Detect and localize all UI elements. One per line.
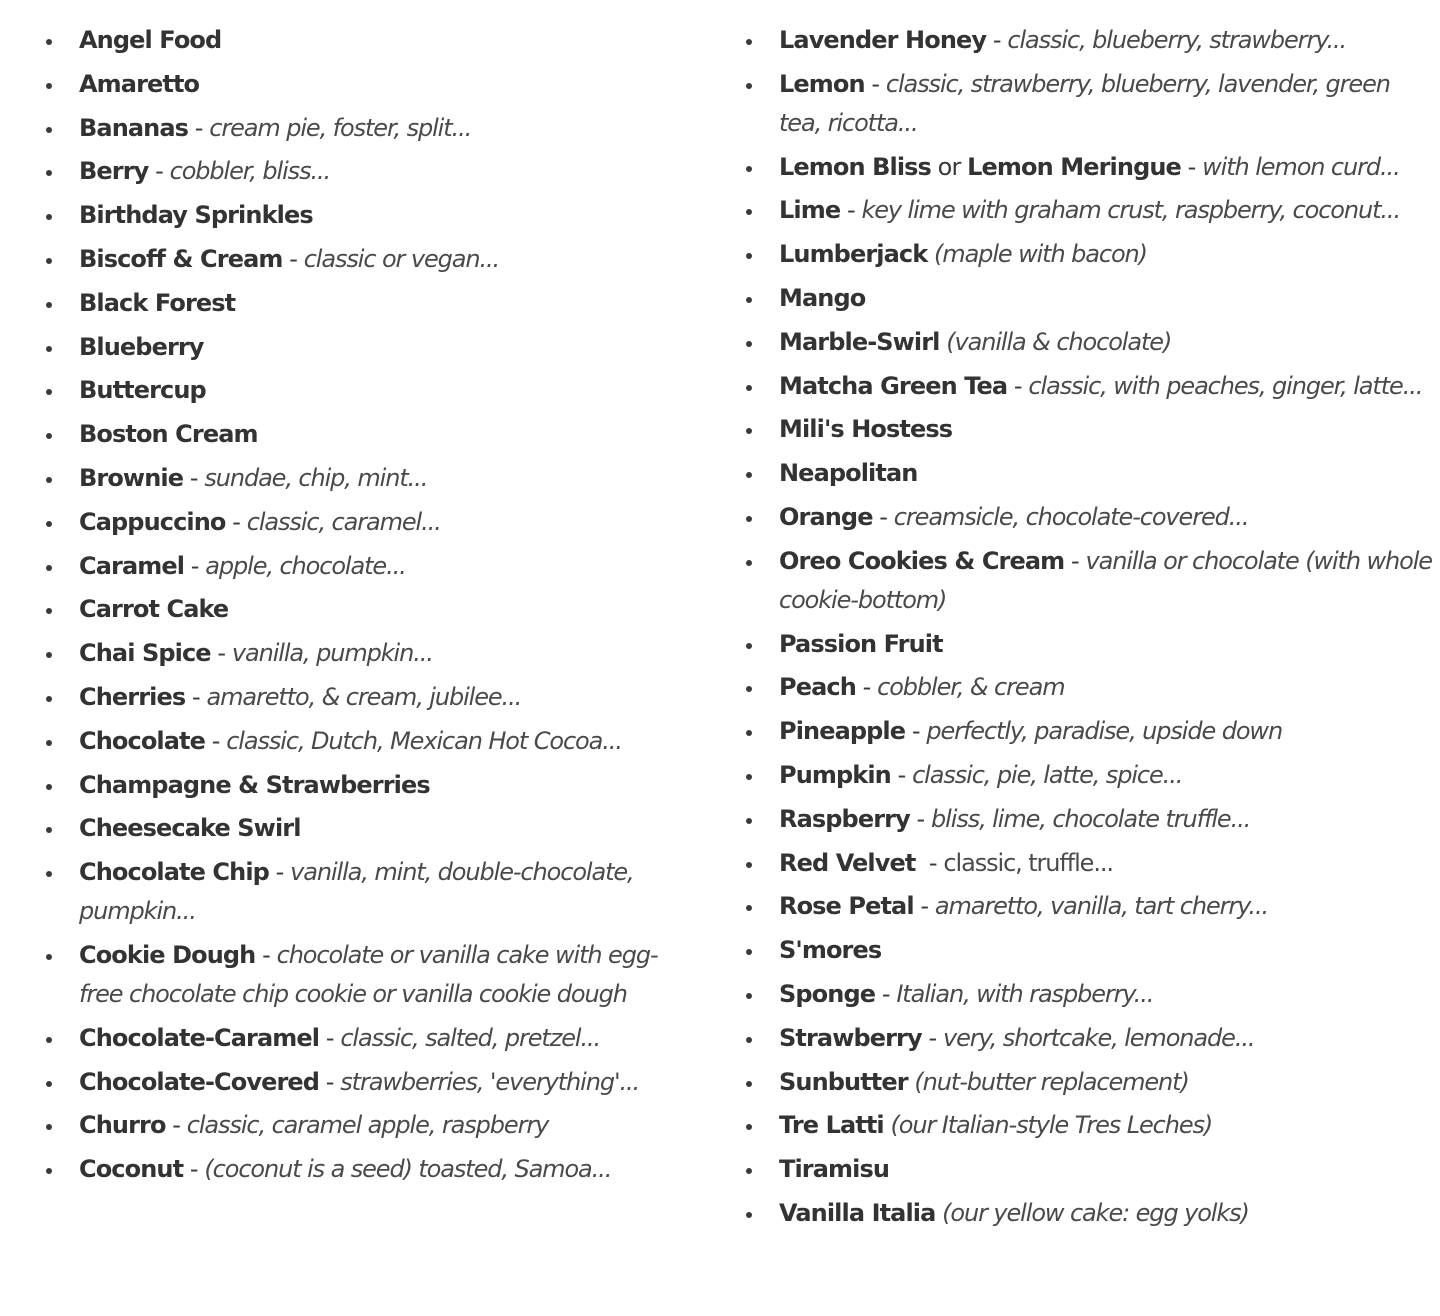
flavor-separator: -: [148, 157, 170, 186]
flavor-item-tiramisu: [744, 1150, 1438, 1189]
bullet-icon: [746, 297, 752, 303]
flavor-item-matcha-green-tea: [744, 367, 1438, 406]
flavor-name: Passion Fruit: [779, 629, 943, 658]
flavor-separator: -: [268, 858, 291, 887]
flavor-item-sponge: [744, 975, 1438, 1014]
flavor-separator: -: [282, 244, 304, 273]
flavor-item-pineapple: [744, 712, 1438, 751]
flavor-item-lemon-bliss: [744, 148, 1438, 187]
flavor-item-cherries: [44, 678, 684, 717]
bullet-icon: [46, 1037, 52, 1043]
flavor-name: Raspberry: [779, 804, 910, 833]
flavor-separator: -: [1064, 546, 1086, 575]
flavor-description: vanilla or chocolate (with whole cookie-bottom): [779, 546, 1432, 614]
bullet-icon: [746, 253, 752, 259]
flavor-name: Mili's Hostess: [779, 415, 953, 444]
flavor-item-sunbutter: [744, 1063, 1438, 1102]
flavor-name: Red Velvet: [779, 848, 916, 877]
flavor-separator: -: [872, 502, 894, 531]
bullet-icon: [46, 608, 52, 614]
flavor-name: Chocolate: [79, 726, 205, 755]
flavor-separator: -: [890, 760, 913, 789]
flavor-description: (coconut is a seed) toasted, Samoa...: [204, 1155, 612, 1184]
bullet-icon: [746, 1037, 752, 1043]
flavor-item-angel-food: [44, 21, 684, 60]
flavor-description: amaretto, & cream, jubilee...: [206, 682, 522, 711]
bullet-icon: [46, 127, 52, 133]
bullet-icon: [46, 696, 52, 702]
flavor-description: (maple with bacon): [934, 240, 1147, 269]
bullet-icon: [46, 83, 52, 89]
flavor-name-alt: Lemon Meringue: [967, 152, 1181, 181]
flavor-description: Italian, with raspberry...: [896, 979, 1154, 1008]
bullet-icon: [46, 827, 52, 833]
flavor-name: Pumpkin: [779, 760, 891, 789]
flavor-name: Buttercup: [79, 376, 206, 405]
bullet-icon: [46, 170, 52, 176]
flavor-item-berry: [44, 152, 684, 191]
flavor-description: sundae, chip, mint...: [204, 463, 428, 492]
flavor-item-neapolitan: [744, 454, 1438, 493]
flavor-separator: -: [875, 979, 897, 1008]
flavor-name: Sunbutter: [779, 1067, 908, 1096]
flavor-name: Cherries: [79, 682, 186, 711]
flavor-item-biscoff-cream: [44, 240, 684, 279]
flavor-separator: -: [210, 639, 232, 668]
flavor-item-passion-fruit: [744, 625, 1438, 664]
flavor-item-carrot-cake: [44, 590, 684, 629]
flavor-description: apple, chocolate...: [205, 551, 406, 580]
bullet-icon: [746, 1212, 752, 1218]
flavor-name: Cookie Dough: [79, 940, 256, 969]
flavor-description: classic, caramel...: [246, 507, 441, 536]
flavor-name: Lemon Bliss: [779, 152, 931, 181]
flavor-item-raspberry: [744, 800, 1438, 839]
bullet-icon: [746, 39, 752, 45]
bullet-icon: [46, 477, 52, 483]
bullet-icon: [746, 560, 752, 566]
bullet-icon: [46, 39, 52, 45]
bullet-icon: [746, 209, 752, 215]
flavor-name: Berry: [79, 157, 149, 186]
bullet-icon: [46, 214, 52, 220]
flavor-item-black-forest: [44, 284, 684, 323]
bullet-icon: [746, 472, 752, 478]
flavor-name: Angel Food: [79, 26, 222, 54]
flavor-separator: -: [184, 551, 206, 580]
flavor-description: classic, strawberry, blueberry, lavender, green tea, ricotta...: [779, 69, 1390, 137]
flavor-item-chocolate-covered: [44, 1063, 684, 1102]
flavor-separator: -: [204, 726, 227, 755]
flavor-name: Chai Spice: [79, 639, 211, 668]
flavor-name: Oreo Cookies & Cream: [779, 546, 1065, 575]
bullet-icon: [46, 1081, 52, 1087]
flavor-name: Birthday Sprinkles: [79, 201, 313, 230]
bullet-icon: [46, 433, 52, 439]
flavor-separator: -: [864, 69, 886, 98]
flavor-item-s-mores: [744, 931, 1438, 970]
flavor-description: very, shortcake, lemonade...: [942, 1023, 1255, 1052]
bullet-icon: [46, 1124, 52, 1130]
flavor-name: Orange: [779, 502, 873, 531]
bullet-icon: [746, 949, 752, 955]
flavor-name: Biscoff & Cream: [79, 244, 283, 273]
flavor-item-birthday-sprinkles: [44, 196, 684, 235]
flavor-name: Cheesecake Swirl: [79, 814, 301, 843]
flavor-item-mango: [744, 279, 1438, 318]
flavor-name: Vanilla Italia: [779, 1198, 936, 1227]
flavor-item-caramel: [44, 547, 684, 586]
flavor-separator: -: [1007, 371, 1029, 400]
bullet-icon: [746, 862, 752, 868]
bullet-icon: [746, 1124, 752, 1130]
flavor-description: perfectly, paradise, upside down: [926, 717, 1283, 746]
flavor-description: (vanilla & chocolate): [946, 327, 1172, 356]
flavor-item-tre-latti: [744, 1106, 1438, 1145]
bullet-icon: [746, 516, 752, 522]
bullet-icon: [746, 730, 752, 736]
flavor-item-lime: [744, 191, 1438, 230]
bullet-icon: [46, 346, 52, 352]
flavor-name: Sponge: [779, 979, 876, 1008]
flavor-item-cheesecake-swirl: [44, 809, 684, 848]
flavor-name: Champagne & Strawberries: [79, 770, 430, 799]
flavor-separator: -: [185, 682, 207, 711]
flavor-item-vanilla-italia: [744, 1194, 1438, 1233]
flavor-description: classic or vegan...: [303, 244, 500, 273]
flavor-separator: -: [913, 892, 935, 921]
flavor-separator: -: [855, 673, 878, 702]
flavor-item-lavender-honey: [744, 21, 1438, 60]
flavor-name: Boston Cream: [79, 420, 258, 449]
flavor-name: Cappuccino: [79, 507, 226, 536]
flavor-separator: -: [165, 1111, 187, 1140]
flavor-name: Peach: [779, 673, 856, 702]
flavor-name: Amaretto: [79, 69, 200, 98]
flavor-item-chocolate-chip: [44, 853, 684, 931]
flavor-item-cookie-dough: [44, 936, 684, 1014]
flavor-description: amaretto, vanilla, tart cherry...: [934, 892, 1269, 921]
bullet-icon: [46, 784, 52, 790]
flavor-item-red-velvet: [744, 844, 1438, 883]
flavor-description: classic, pie, latte, spice...: [912, 760, 1183, 789]
flavor-description: (nut-butter replacement): [914, 1067, 1189, 1096]
bullet-icon: [46, 302, 52, 308]
flavor-name: Black Forest: [79, 288, 236, 317]
bullet-icon: [46, 521, 52, 527]
flavor-item-peach: [744, 668, 1438, 707]
flavor-item-bananas: [44, 109, 684, 148]
flavor-separator: -: [909, 804, 932, 833]
flavor-list-left: [44, 21, 684, 1194]
flavor-description: vanilla, mint, double-chocolate, pumpkin...: [79, 858, 634, 926]
bullet-icon: [746, 83, 752, 89]
flavor-item-mili-s-hostess: [744, 410, 1438, 449]
flavor-separator: -: [840, 196, 862, 225]
flavor-description: classic, caramel apple, raspberry: [186, 1111, 549, 1140]
bullet-icon: [746, 686, 752, 692]
flavor-item-buttercup: [44, 371, 684, 410]
flavor-name: Caramel: [79, 551, 185, 580]
flavor-separator: -: [905, 717, 927, 746]
bullet-icon: [46, 565, 52, 571]
flavor-name: Mango: [779, 283, 866, 312]
flavor-description: cobbler, bliss...: [169, 157, 331, 186]
flavor-name: Tre Latti: [779, 1111, 884, 1140]
flavor-separator: -: [921, 1023, 943, 1052]
flavor-list-right: [744, 21, 1438, 1238]
flavor-name: Matcha Green Tea: [779, 371, 1008, 400]
flavor-description: with lemon curd...: [1202, 152, 1400, 181]
flavor-description: (our yellow cake: egg yolks): [942, 1198, 1249, 1227]
flavor-separator: -: [225, 507, 247, 536]
flavor-separator: -: [986, 26, 1008, 54]
flavor-item-lumberjack: [744, 235, 1438, 274]
flavor-description: strawberries, 'everything'...: [340, 1067, 640, 1096]
flavor-item-cappuccino: [44, 503, 684, 542]
flavor-description: chocolate or vanilla cake with egg-free chocolate chip cookie or vanilla cookie dough: [79, 940, 658, 1008]
flavor-description: classic, Dutch, Mexican Hot Cocoa...: [226, 726, 622, 755]
flavor-name: Chocolate Chip: [79, 858, 269, 887]
flavor-item-lemon: [744, 65, 1438, 143]
flavor-description: (our Italian-style Tres Leches): [890, 1111, 1213, 1140]
bullet-icon: [746, 818, 752, 824]
flavor-name: Bananas: [79, 113, 189, 142]
flavor-description: classic, with peaches, ginger, latte...: [1028, 371, 1423, 400]
flavor-item-champagne-strawberries: [44, 766, 684, 805]
flavor-separator: [884, 1111, 891, 1139]
bullet-icon: [746, 1168, 752, 1174]
flavor-description: key lime with graham crust, raspberry, coconut...: [861, 196, 1400, 225]
bullet-icon: [46, 1168, 52, 1174]
flavor-item-orange: [744, 498, 1438, 537]
flavor-item-chocolate-caramel: [44, 1019, 684, 1058]
flavor-name: Strawberry: [779, 1023, 922, 1052]
flavor-item-pumpkin: [744, 756, 1438, 795]
flavor-item-chai-spice: [44, 634, 684, 673]
flavor-name: Chocolate-Covered: [79, 1067, 320, 1096]
flavor-name: Marble-Swirl: [779, 327, 940, 356]
bullet-icon: [46, 389, 52, 395]
flavor-item-churro: [44, 1106, 684, 1145]
flavor-name: Rose Petal: [779, 892, 914, 921]
bullet-icon: [46, 740, 52, 746]
flavor-item-strawberry: [744, 1019, 1438, 1058]
flavor-description: vanilla, pumpkin...: [231, 639, 433, 668]
flavor-name: Lavender Honey: [779, 26, 987, 54]
bullet-icon: [746, 166, 752, 172]
flavor-name: Pineapple: [779, 717, 906, 746]
flavor-name: Blueberry: [79, 332, 204, 361]
flavor-item-blueberry: [44, 328, 684, 367]
flavor-item-rose-petal: [744, 887, 1438, 926]
flavor-name: Brownie: [79, 463, 184, 492]
flavor-item-coconut: [44, 1150, 684, 1189]
bullet-icon: [746, 774, 752, 780]
bullet-icon: [46, 652, 52, 658]
flavor-name: Carrot Cake: [79, 595, 229, 624]
flavor-description: classic, blueberry, strawberry...: [1007, 26, 1347, 54]
flavor-description: creamsicle, chocolate-covered...: [893, 502, 1249, 531]
flavor-separator: -: [188, 113, 210, 142]
flavor-separator: -: [1180, 152, 1203, 181]
bullet-icon: [746, 385, 752, 391]
bullet-icon: [746, 428, 752, 434]
bullet-icon: [46, 954, 52, 960]
flavor-name: Lime: [779, 196, 841, 225]
flavor-description: cobbler, & cream: [877, 673, 1065, 702]
flavor-item-brownie: [44, 459, 684, 498]
flavor-name: Churro: [79, 1111, 166, 1140]
bullet-icon: [746, 993, 752, 999]
flavor-separator: -: [183, 463, 205, 492]
flavor-separator: -: [915, 848, 944, 877]
flavor-item-oreo-cookies-cream: [744, 542, 1438, 620]
flavor-description: classic, truffle...: [943, 848, 1113, 877]
flavor-separator: -: [255, 940, 277, 969]
flavor-separator: -: [319, 1023, 341, 1052]
bullet-icon: [46, 258, 52, 264]
bullet-icon: [746, 341, 752, 347]
flavor-description: classic, salted, pretzel...: [340, 1023, 601, 1052]
flavor-item-amaretto: [44, 65, 684, 104]
flavor-description: cream pie, foster, split...: [209, 113, 472, 142]
flavor-item-boston-cream: [44, 415, 684, 454]
flavor-name: Lemon: [779, 69, 865, 98]
flavor-name: S'mores: [779, 936, 882, 965]
bullet-icon: [46, 871, 52, 877]
flavor-connector: or: [930, 152, 968, 181]
flavor-separator: -: [183, 1155, 205, 1184]
bullet-icon: [746, 905, 752, 911]
flavor-separator: -: [319, 1067, 341, 1096]
flavor-name: Chocolate-Caramel: [79, 1023, 320, 1052]
flavor-item-chocolate: [44, 722, 684, 761]
flavor-item-marble-swirl: [744, 323, 1438, 362]
flavor-description: bliss, lime, chocolate truffle...: [931, 804, 1251, 833]
bullet-icon: [746, 1081, 752, 1087]
flavor-name: Coconut: [79, 1155, 184, 1184]
flavor-name: Lumberjack: [779, 240, 928, 269]
flavor-name: Tiramisu: [779, 1155, 890, 1184]
flavor-name: Neapolitan: [779, 459, 918, 488]
bullet-icon: [746, 643, 752, 649]
